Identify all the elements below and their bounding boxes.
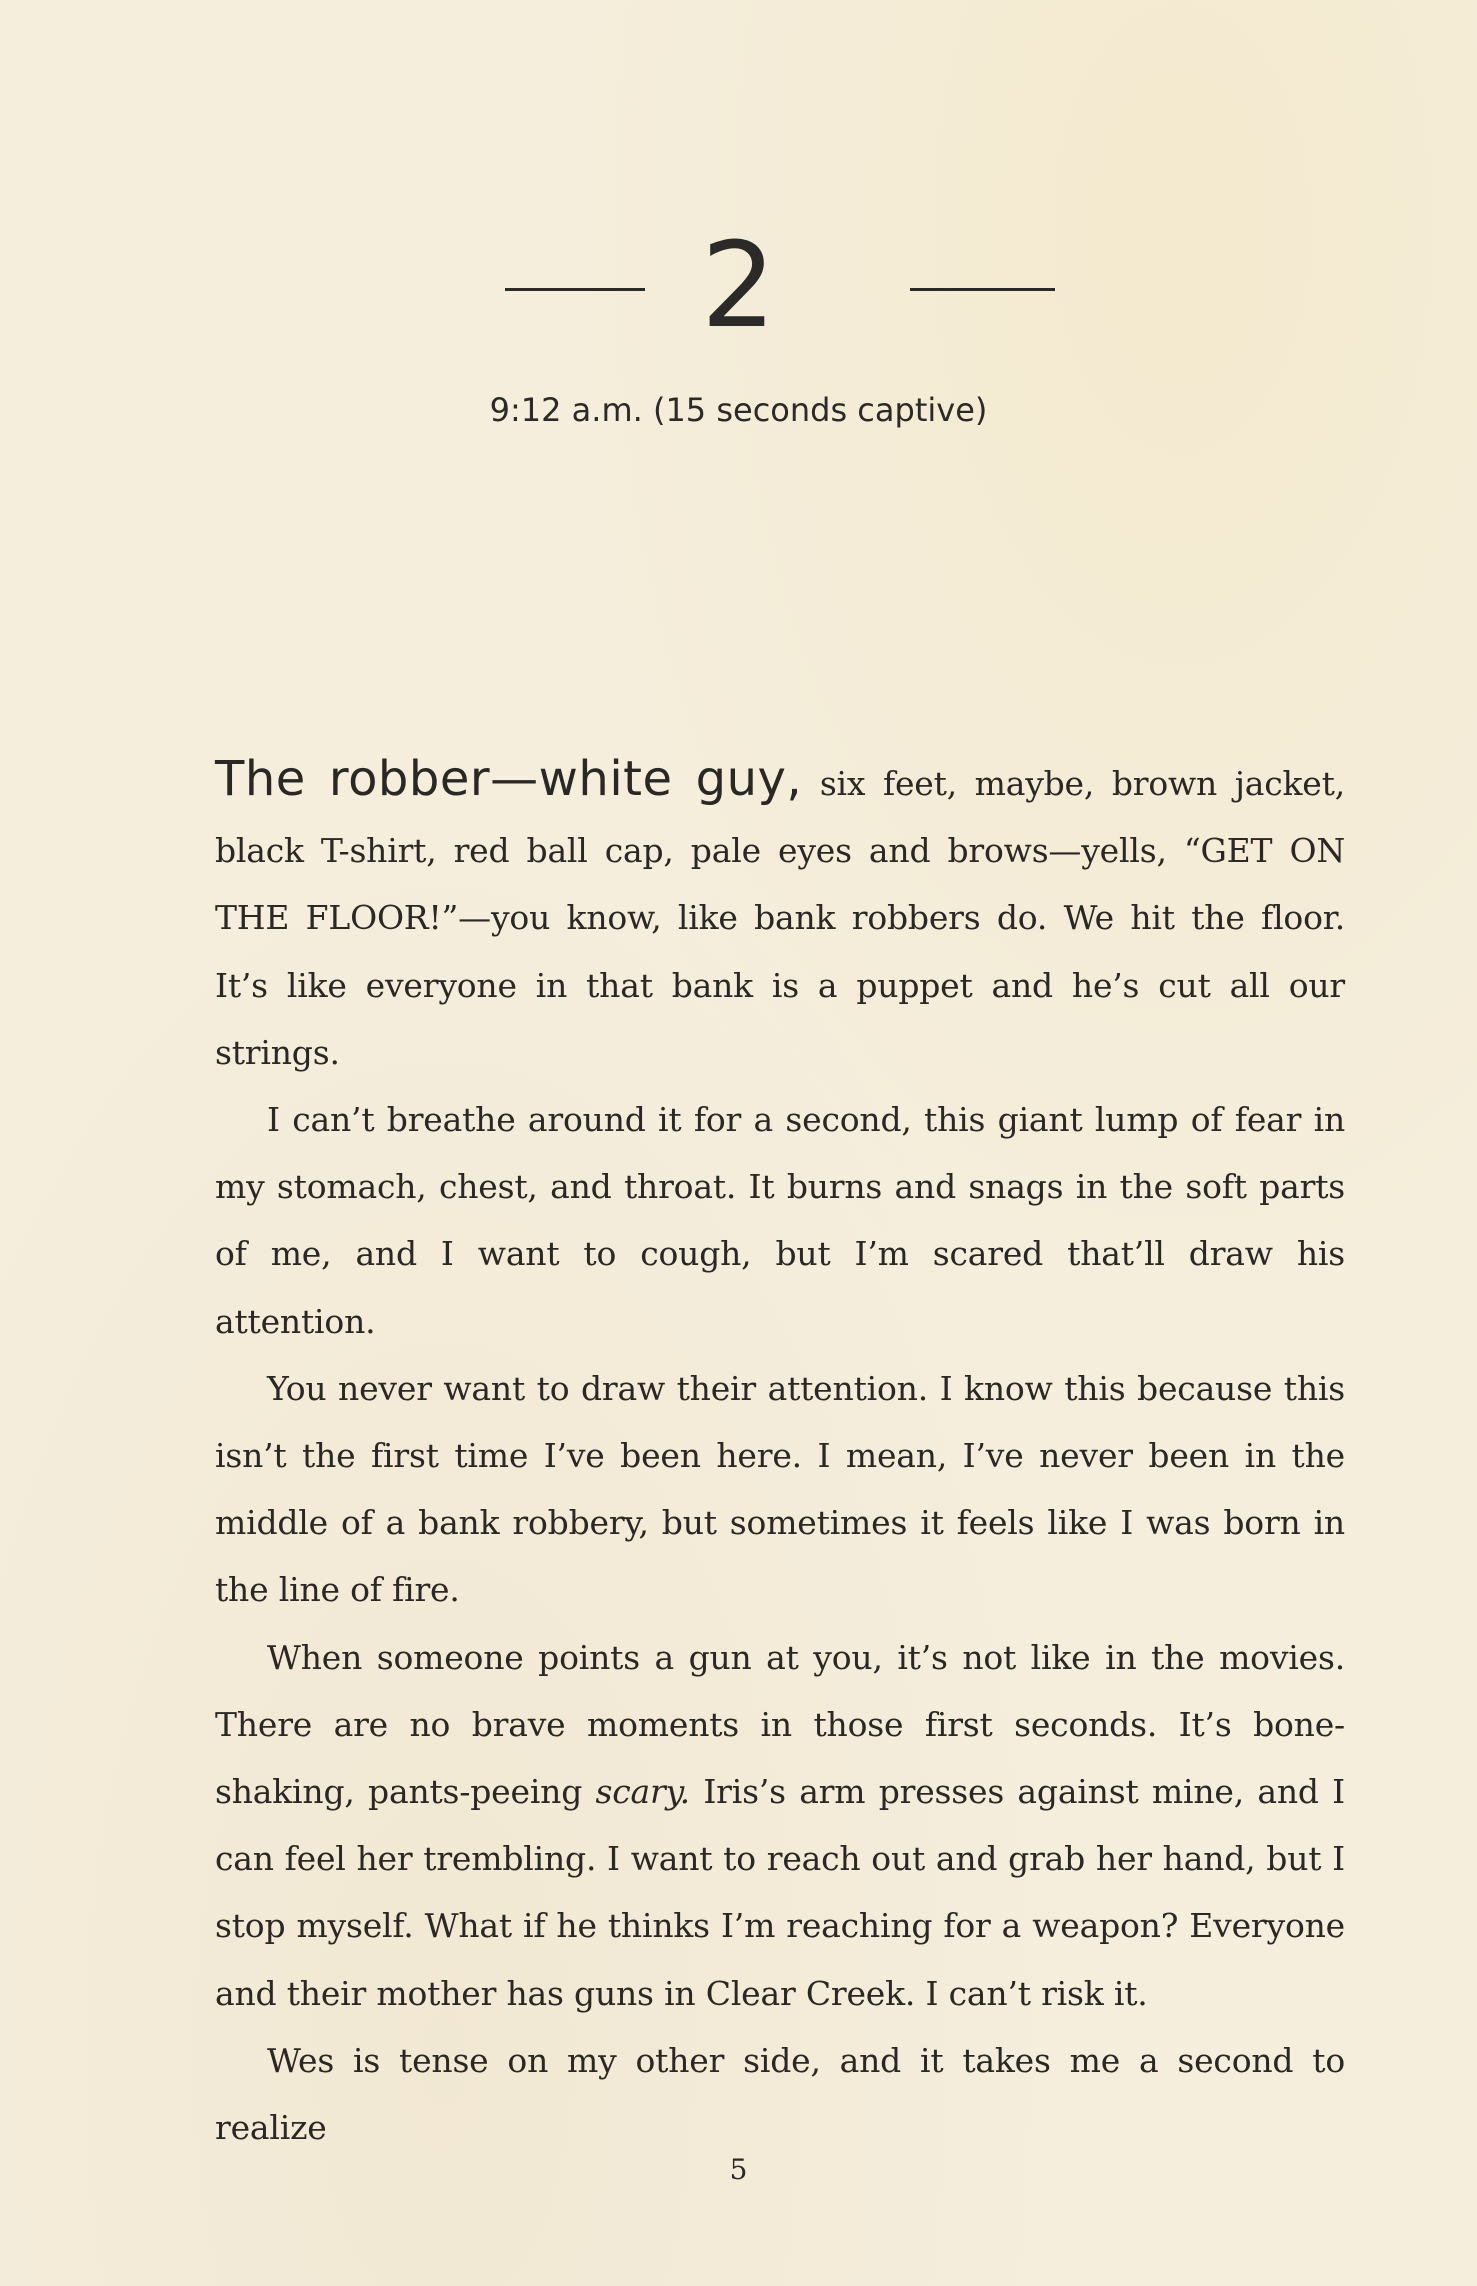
paragraph-emphasis: scary. [595, 1772, 690, 1812]
chapter-header [0, 210, 1477, 360]
paragraph-4 [215, 1624, 1345, 2027]
paragraph-text: six feet, maybe, brown jacket, black T-shirt, red ball cap, pale eyes and brows—yells, “GET ON THE FLOOR!”—you know, like bank robbers do. We hit the floor. It’s like everyone in that bank is a puppet and he’s cut all our strings. [215, 764, 1345, 1072]
chapter-number: 2 [700, 216, 777, 354]
chapter-timestamp: 9:12 a.m. (15 seconds captive) [489, 391, 988, 429]
paragraph-3: You never want to draw their attention. I know this because this isn’t the first time I’ve been here. I mean, I’ve never been in the middle of a bank robbery, but sometimes it feels like I was born in the line of fire. [215, 1368, 1345, 1610]
paragraph-5: Wes is tense on my other side, and it takes me a second to realize [215, 2040, 1345, 2148]
page-number: 5 [729, 2153, 748, 2186]
chapter-rule-right [910, 288, 1055, 291]
body-text [215, 746, 1345, 2161]
paragraph-lead-in: The robber—white guy, [215, 751, 803, 807]
paragraph-text: Iris’s arm presses against mine, and I can feel her trembling. I want to reach out and grab her hand, but I stop myself. What if he thinks I’m reaching for a weapon? Everyone and their mother has guns in Clear Creek. I can’t risk it. [215, 1772, 1346, 2013]
paragraph-2: I can’t breathe around it for a second, this giant lump of fear in my stomach, chest, and throat. It burns and snags in the soft parts of me, and I want to cough, but I’m scared that’ll draw his attention. [215, 1100, 1345, 1341]
paragraph-1 [215, 746, 1345, 1086]
paragraph-text: When someone points a gun at you, it’s not like in the movies. There are no brave moments in those first seconds. It’s bone-shaking, pants-peeing [215, 1637, 1345, 1812]
